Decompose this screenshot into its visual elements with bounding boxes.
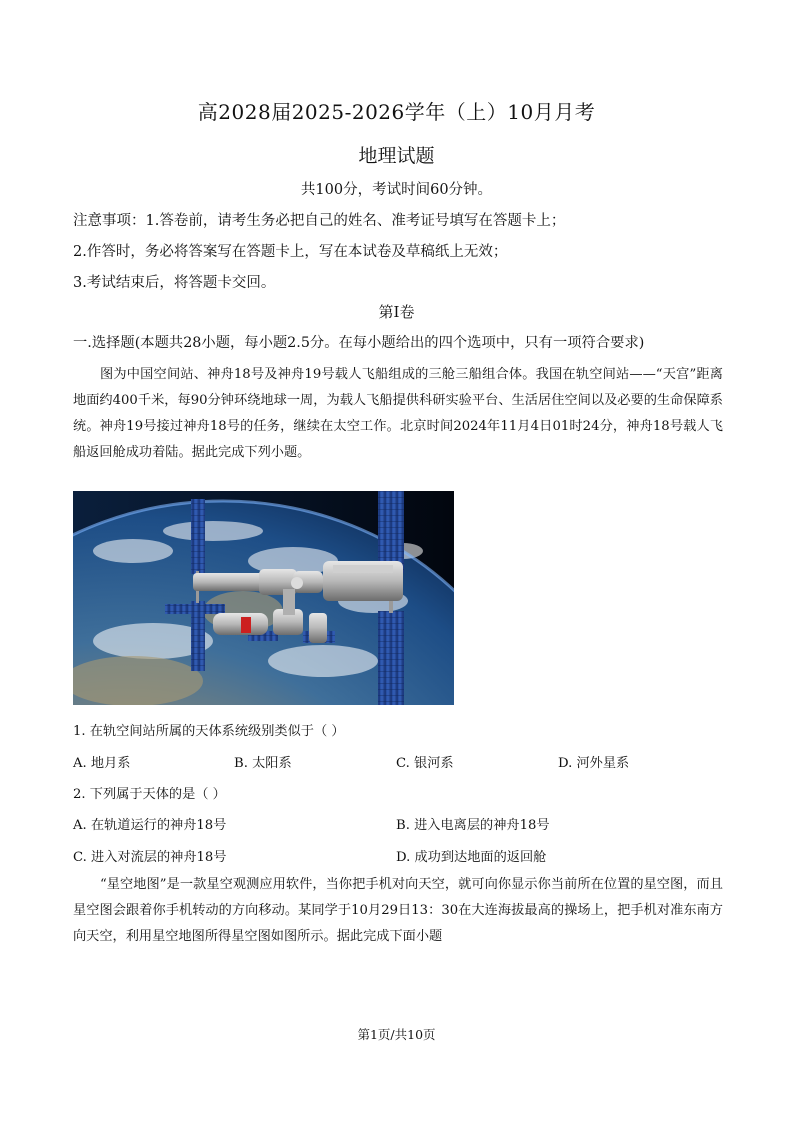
question-2-stem: 2. 下列属于天体的是（ ） (73, 787, 226, 802)
section-instruction: 一.选择题(本题共28小题，每小题2.5分。在每小题给出的四个选项中，只有一项符合要求) (73, 335, 645, 351)
passage-star-map: “星空地图”是一款星空观测应用软件，当你把手机对向天空，就可向你显示你当前所在位置的星空图，而且星空图会跟着你手机转动的方向移动。某同学于10月29日13：30在大连海拔最高的操场上，把手机对准东南方向天空，利用星空地图所得星空图如图所示。据此完成下面小题 (73, 877, 723, 944)
notice-line-1: 注意事项：1.答卷前，请考生务必把自己的姓名、准考证号填写在答题卡上； (73, 213, 566, 229)
question-2-option-a: A. 在轨道运行的神舟18号 (73, 818, 227, 833)
question-1-stem: 1. 在轨空间站所属的天体系统级别类似于（ ） (73, 724, 345, 739)
question-1-option-b: B. 太阳系 (234, 756, 292, 771)
question-1-option-d: D. 河外星系 (558, 756, 630, 771)
question-1-option-a: A. 地月系 (73, 756, 131, 771)
question-2-option-c: C. 进入对流层的神舟18号 (73, 850, 227, 865)
page-footer: 第1页/共10页 (357, 1027, 436, 1042)
space-station-photo (73, 491, 454, 705)
exam-subject: 地理试题 (358, 145, 435, 167)
passage-space-station: 图为中国空间站、神舟18号及神舟19号载人飞船组成的三舱三船组合体。我国在轨空间站——“天宫”距离地面约400千米，每90分钟环绕地球一周，为载人飞船提供科研实验平台、生活居住空间以及必要的生命保障系统。神舟19号接过神舟18号的任务，继续在太空工作。北京时间2024年11月4日01时24分，神舟18号载人飞船返回舱成功着陆。据此完成下列小题。 (73, 367, 723, 460)
notice-line-2: 2.作答时，务必将答案写在答题卡上，写在本试卷及草稿纸上无效； (73, 244, 508, 260)
question-1-option-c: C. 银河系 (396, 756, 454, 771)
question-2-option-b: B. 进入电离层的神舟18号 (396, 818, 550, 833)
notice-line-3: 3.考试结束后，将答题卡交回。 (73, 275, 276, 291)
score-time-line: 共100分，考试时间60分钟。 (300, 182, 493, 198)
section-title: 第I卷 (378, 303, 415, 321)
exam-title: 高2028届2025-2026学年（上）10月月考 (197, 100, 596, 124)
question-2-option-d: D. 成功到达地面的返回舱 (396, 850, 547, 865)
